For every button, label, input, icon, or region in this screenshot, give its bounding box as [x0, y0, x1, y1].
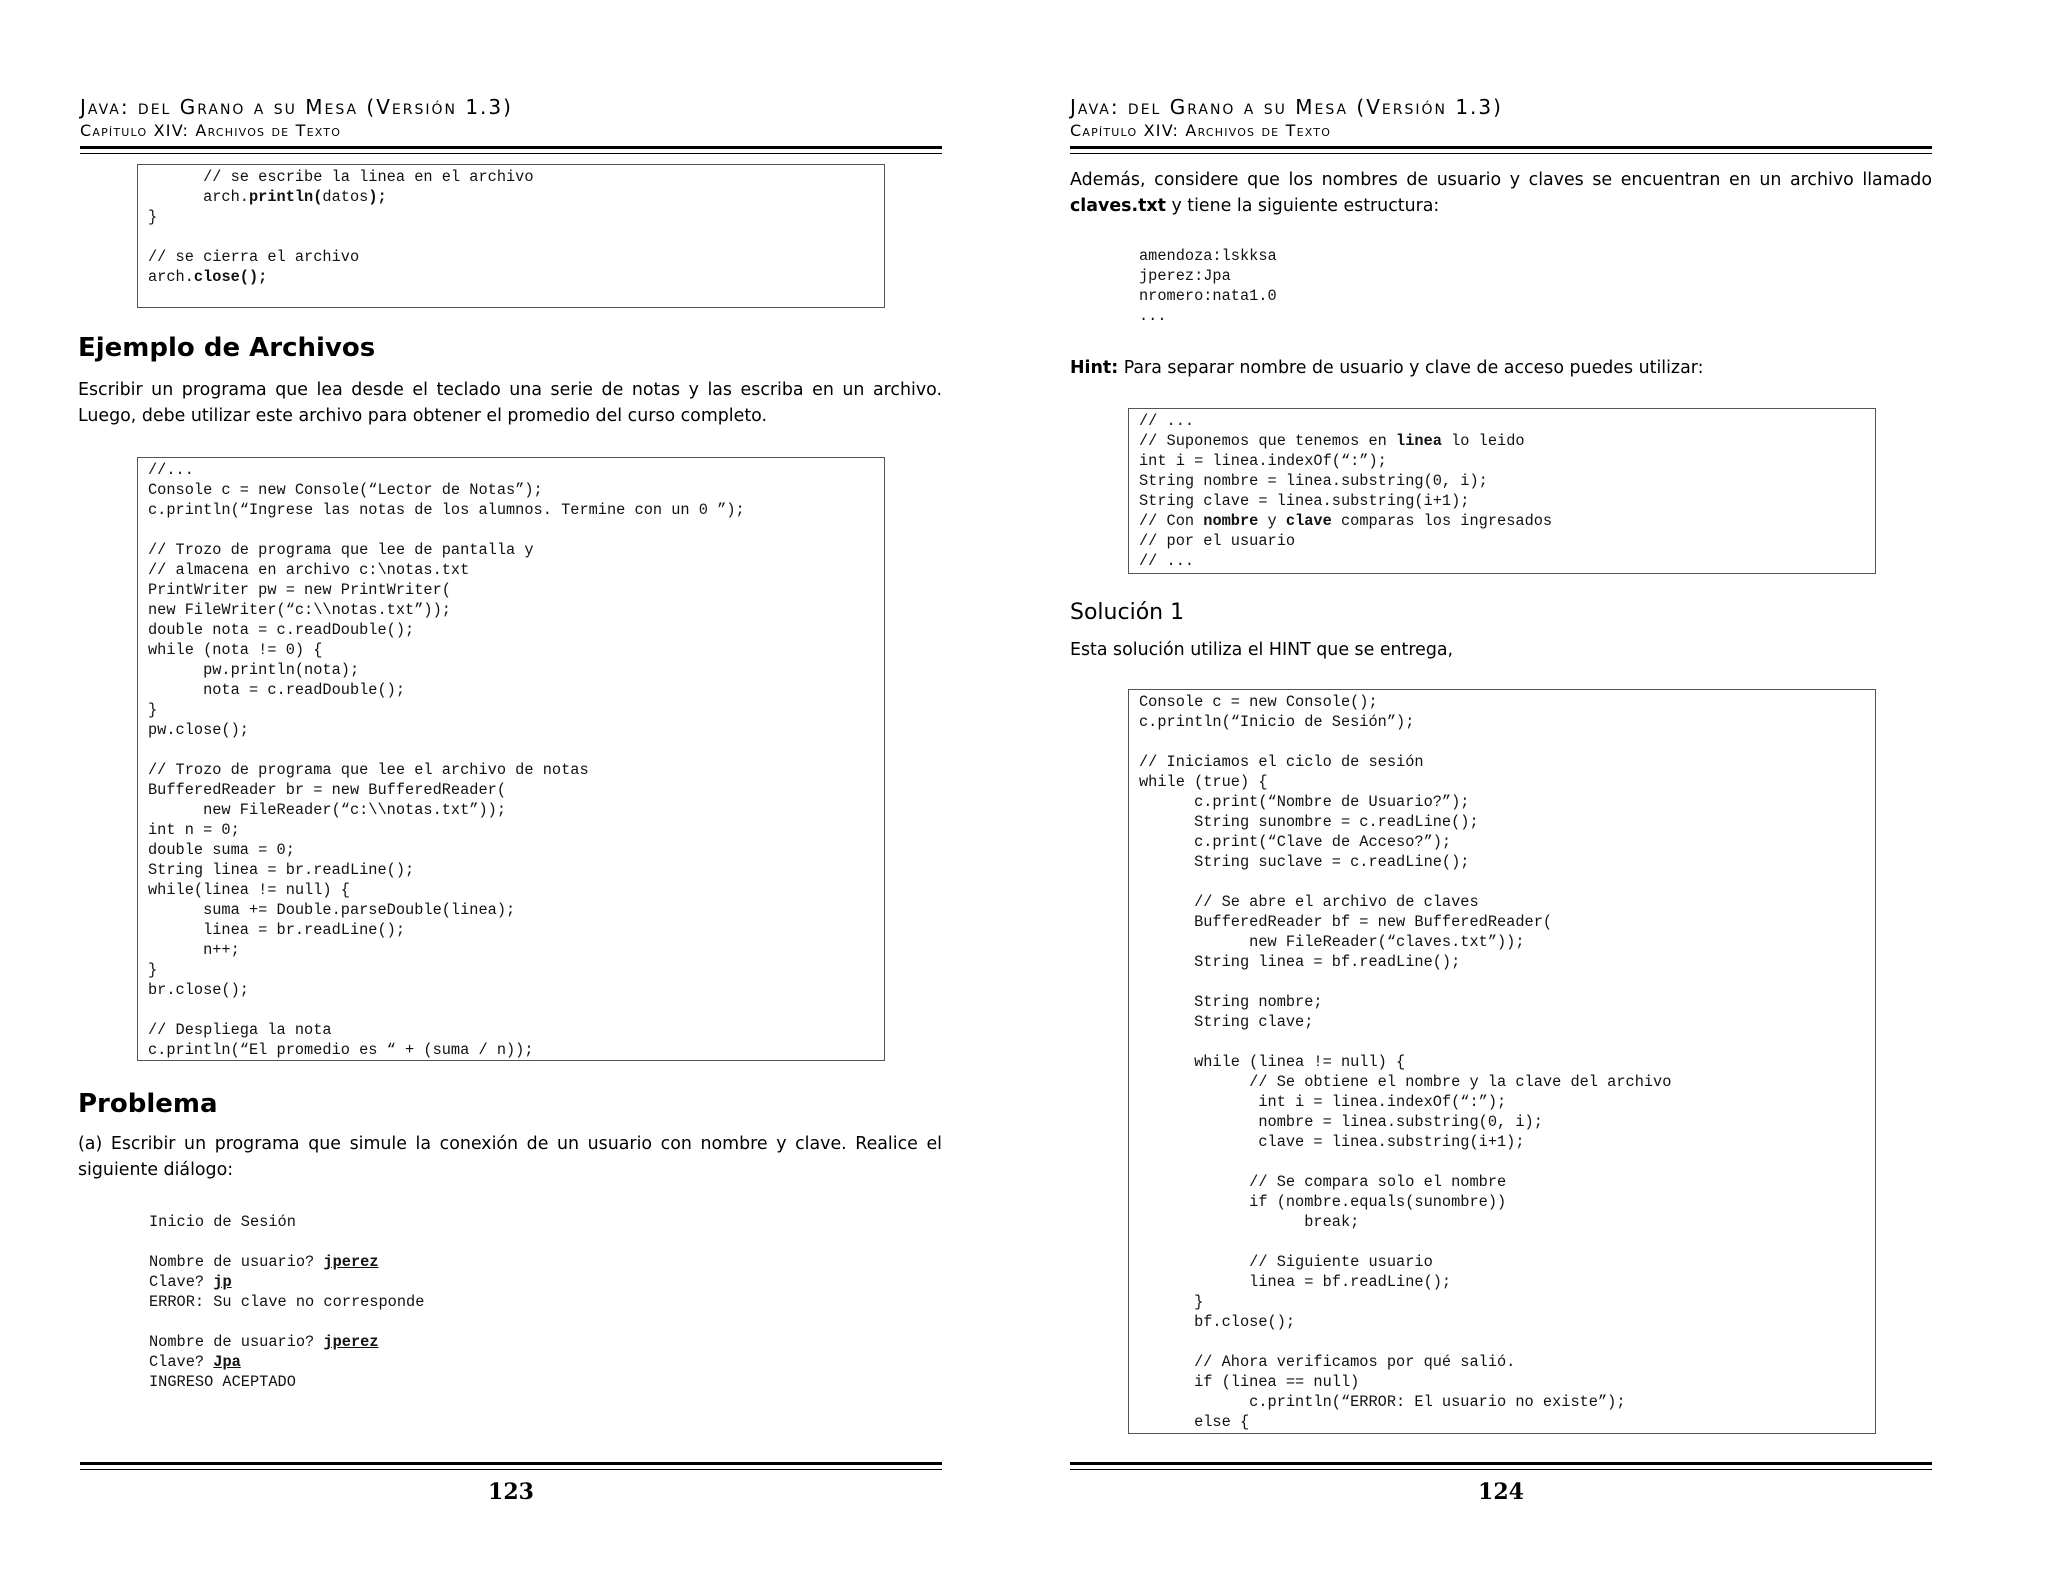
dialog-line	[149, 1272, 424, 1292]
dialog-line: ERROR: Su clave no corresponde	[149, 1293, 425, 1311]
right-page	[1024, 0, 2048, 1582]
hint-paragraph	[1070, 355, 1932, 381]
section-heading: Ejemplo de Archivos	[78, 333, 376, 363]
code-line: // ...	[1139, 412, 1195, 430]
code-keyword: clave	[1285, 512, 1332, 530]
code-line: }	[148, 208, 158, 226]
dialog-line	[149, 1252, 424, 1272]
code-line	[148, 267, 874, 287]
running-header-chapter: Capítulo XIV: Archivos de Texto	[80, 121, 342, 140]
running-header-chapter: Capítulo XIV: Archivos de Texto	[1070, 121, 1332, 140]
dialog-line: Inicio de Sesión	[149, 1213, 296, 1231]
code-block-notes-example: //... Console c = new Console(“Lector de Notas”); c.println(“Ingrese las notas de los alumnos. Termine con un 0 ”); // Trozo de programa que lee de pantalla y // almacena en archivo c:\notas.txt PrintWriter pw = new PrintWriter( new FileWriter(“c:\\notas.txt”)); double nota = c.readDouble(); while (nota != 0) { pw.println(nota); nota = c.readDouble(); } pw.close(); // Trozo de programa que lee el archivo de notas BufferedReader br = new BufferedReader( new FileReader(“c:\\notas.txt”)); int n = 0; double suma = 0; String linea = br.readLine(); while(linea != null) { suma += Double.parseDouble(linea); linea = br.readLine(); n++; } br.close(); // Despliega la nota c.println(“El promedio es “ + (suma / n));	[137, 457, 885, 1061]
dialog-pass-input: jp	[213, 1273, 232, 1291]
code-keyword: );	[368, 188, 387, 206]
dialog-prompt: Clave?	[149, 1273, 214, 1291]
running-header-title: Java: del Grano a su Mesa (Versión 1.3)	[80, 95, 513, 119]
code-line	[1139, 431, 1865, 451]
code-block-solution: Console c = new Console(); c.println(“Inicio de Sesión”); // Iniciamos el ciclo de sesión while (true) { c.print(“Nombre de Usuario?”); String sunombre = c.readLine(); c.print(“Clave de Acceso?”); String suclave = c.readLine(); // Se abre el archivo de claves BufferedReader bf = new BufferedReader( new FileReader(“claves.txt”)); String linea = bf.readLine(); String nombre; String clave; while (linea != null) { // Se obtiene el nombre y la clave del archivo int i = linea.indexOf(“:”); nombre = linea.substring(0, i); clave = linea.substring(i+1); // Se compara solo el nombre if (nombre.equals(sunombre)) break; // Siguiente usuario linea = bf.readLine(); } bf.close(); // Ahora verificamos por qué salió. if (linea == null) c.println(“ERROR: El usuario no existe”); else {	[1128, 689, 1876, 1434]
intro-paragraph	[1070, 167, 1932, 219]
dialog-line: INGRESO ACEPTADO	[149, 1373, 296, 1391]
code-line: String clave = linea.substring(i+1);	[1139, 492, 1470, 510]
problem-paragraph: (a) Escribir un programa que simule la conexión de un usuario con nombre y clave. Realice el siguiente diálogo:	[78, 1134, 942, 1180]
code-fragment: arch.	[148, 188, 249, 206]
page-number: 124	[1478, 1479, 1524, 1505]
dialog-user-input: jperez	[323, 1253, 379, 1271]
running-header-title: Java: del Grano a su Mesa (Versión 1.3)	[1070, 95, 1503, 119]
intro-text: Además, considere que los nombres de usuario y claves se encuentran en un archivo llamado	[1070, 170, 1932, 190]
header-rule	[1070, 146, 1932, 149]
page-number: 123	[488, 1479, 534, 1505]
dialog-prompt: Nombre de usuario?	[149, 1333, 324, 1351]
code-fragment: datos	[322, 188, 369, 206]
footer-rule	[1070, 1462, 1932, 1465]
section-paragraph: Escribir un programa que lea desde el teclado una serie de notas y las escriba en un archivo. Luego, debe utilizar este archivo para obtener el promedio del curso completo.	[78, 380, 942, 426]
code-line	[148, 187, 874, 207]
code-keyword: println(	[248, 188, 323, 206]
header-rule	[80, 146, 942, 149]
file-sample: amendoza:lskksa jperez:Jpa nromero:nata1.0 ...	[1139, 247, 1277, 325]
intro-text: y tiene la siguiente estructura:	[1165, 196, 1440, 216]
header-rule-thin	[80, 153, 942, 154]
dialog-pass-input: Jpa	[213, 1353, 241, 1371]
code-fragment: // Suponemos que tenemos en	[1139, 432, 1397, 450]
code-fragment: y	[1258, 512, 1286, 530]
code-fragment: // Con	[1139, 512, 1204, 530]
code-block-hint	[1128, 408, 1876, 574]
code-line: // se escribe la linea en el archivo	[148, 168, 534, 186]
intro-filename: claves.txt	[1070, 196, 1166, 216]
code-line	[148, 227, 874, 247]
code-keyword: nombre	[1203, 512, 1259, 530]
code-line: // se cierra el archivo	[148, 248, 360, 266]
solution-heading: Solución 1	[1070, 600, 1185, 625]
header-rule-thin	[1070, 153, 1932, 154]
solution-paragraph: Esta solución utiliza el HINT que se entrega,	[1070, 640, 1454, 660]
dialog-line	[149, 1332, 424, 1352]
footer-rule-thin	[80, 1469, 942, 1470]
dialog-sample	[149, 1212, 424, 1392]
dialog-prompt: Nombre de usuario?	[149, 1253, 324, 1271]
code-keyword: linea	[1396, 432, 1442, 450]
code-line	[1139, 511, 1865, 531]
hint-text: Para separar nombre de usuario y clave de acceso puedes utilizar:	[1118, 358, 1704, 378]
footer-rule	[80, 1462, 942, 1465]
hint-label: Hint:	[1070, 358, 1119, 378]
code-line: // ...	[1139, 552, 1195, 570]
code-fragment: arch.	[148, 268, 194, 286]
dialog-user-input: jperez	[323, 1333, 379, 1351]
dialog-prompt: Clave?	[149, 1353, 214, 1371]
code-fragment: lo leido	[1441, 432, 1525, 450]
code-line: int i = linea.indexOf(“:”);	[1139, 452, 1387, 470]
dialog-line	[149, 1352, 424, 1372]
footer-rule-thin	[1070, 1469, 1932, 1470]
code-line: String nombre = linea.substring(0, i);	[1139, 472, 1488, 490]
code-line: // por el usuario	[1139, 532, 1296, 550]
code-block-close-file	[137, 164, 885, 308]
code-keyword: close();	[193, 268, 268, 286]
problem-heading: Problema	[78, 1089, 218, 1119]
code-fragment: comparas los ingresados	[1331, 512, 1553, 530]
